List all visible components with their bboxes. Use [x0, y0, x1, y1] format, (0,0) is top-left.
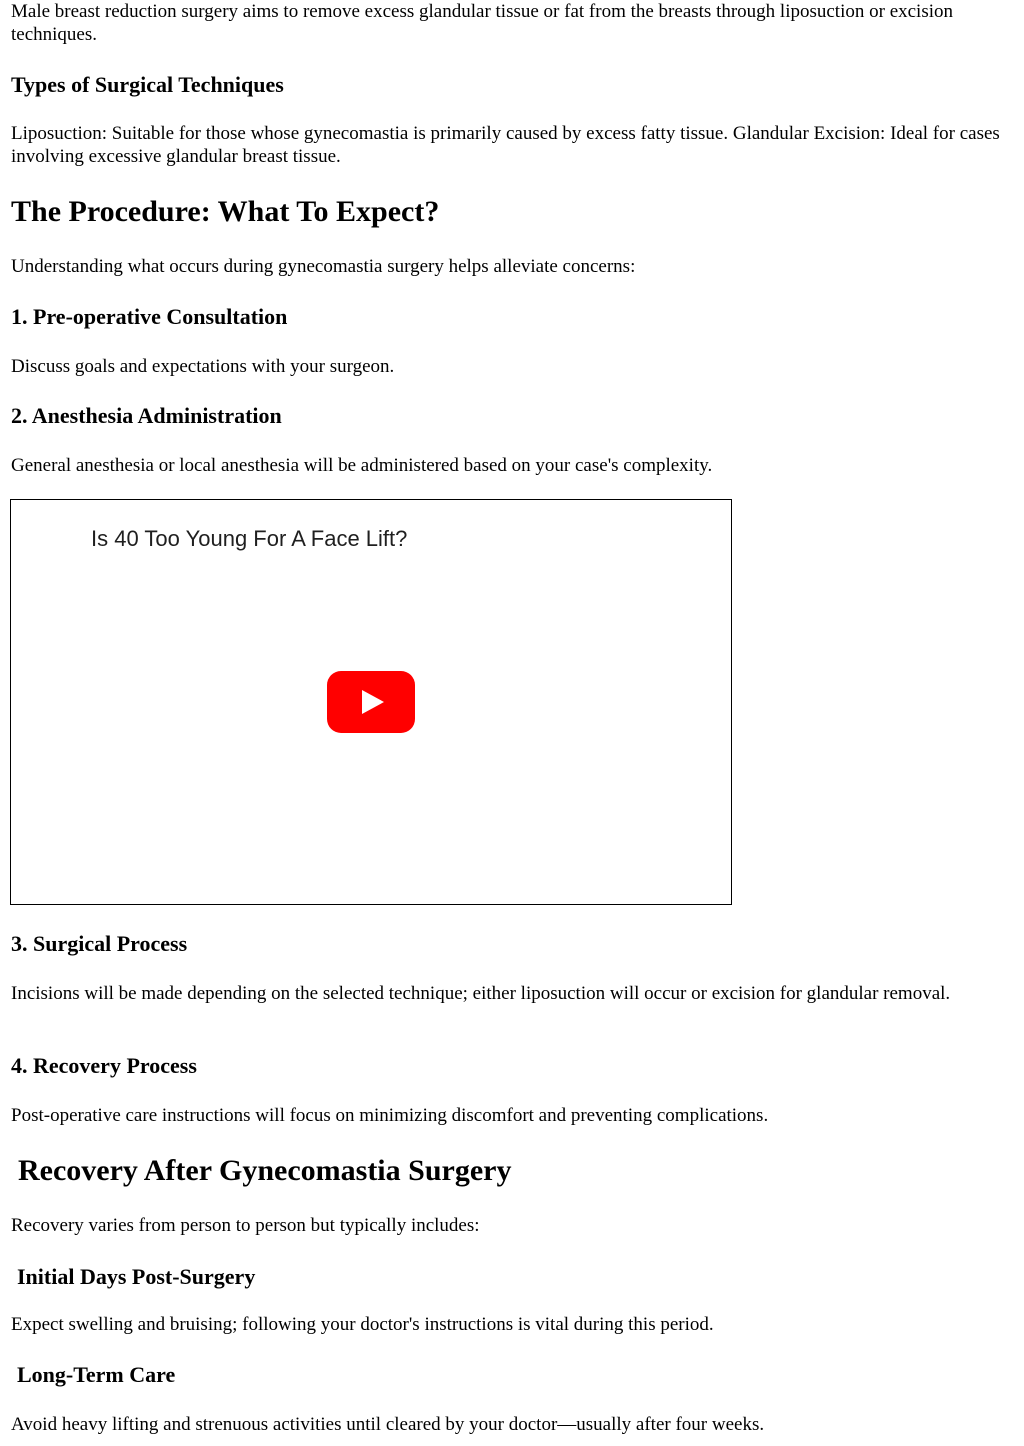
long-term-heading: Long-Term Care [17, 1362, 176, 1387]
step4-paragraph: Post-operative care instructions will focus on minimizing discomfort and preventing complications. [11, 1105, 769, 1126]
step2-paragraph: General anesthesia or local anesthesia will be administered based on your case's complexity. [11, 455, 713, 476]
long-term-paragraph: Avoid heavy lifting and strenuous activities until cleared by your doctor—usually after four weeks. [11, 1414, 765, 1435]
procedure-intro: Understanding what occurs during gynecomastia surgery helps alleviate concerns: [11, 256, 636, 277]
procedure-heading: The Procedure: What To Expect? [11, 195, 440, 228]
initial-days-paragraph: Expect swelling and bruising; following your doctor's instructions is vital during this period. [11, 1314, 714, 1335]
recovery-intro: Recovery varies from person to person but typically includes: [11, 1215, 480, 1236]
step1-paragraph: Discuss goals and expectations with your surgeon. [11, 356, 395, 377]
recovery-heading: Recovery After Gynecomastia Surgery [18, 1154, 512, 1187]
step2-heading: 2. Anesthesia Administration [11, 403, 282, 428]
initial-days-heading: Initial Days Post-Surgery [17, 1264, 256, 1289]
step4-heading: 4. Recovery Process [11, 1053, 197, 1078]
video-embed[interactable] [10, 499, 732, 905]
types-heading: Types of Surgical Techniques [11, 72, 284, 97]
step1-heading: 1. Pre-operative Consultation [11, 304, 288, 329]
step3-heading: 3. Surgical Process [11, 931, 188, 956]
youtube-play-icon[interactable] [327, 671, 415, 733]
types-paragraph: Liposuction: Suitable for those whose gynecomastia is primarily caused by excess fatty tissue. Glandular Excision: Ideal for cases involving excessive glandular breast tissue. [11, 123, 1000, 167]
intro-paragraph: Male breast reduction surgery aims to remove excess glandular tissue or fat from the breasts through liposuction or excision techniques. [11, 1, 954, 45]
video-title[interactable]: Is 40 Too Young For A Face Lift? [91, 526, 408, 551]
step3-paragraph: Incisions will be made depending on the selected technique; either liposuction will occur or excision for glandular removal. [11, 983, 951, 1004]
